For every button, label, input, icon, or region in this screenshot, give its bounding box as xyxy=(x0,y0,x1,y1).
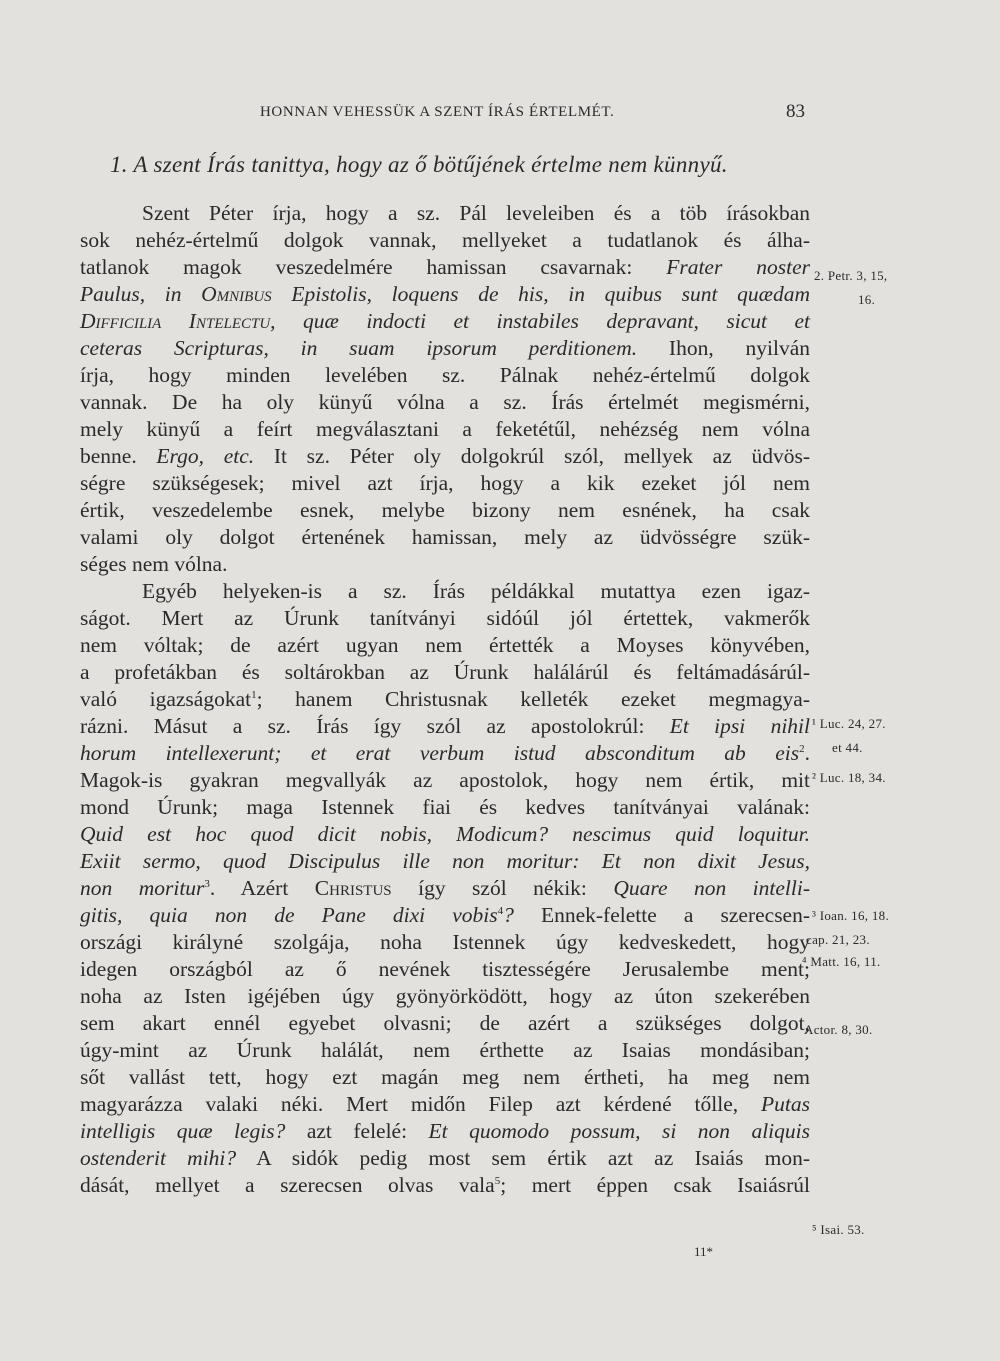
text-line: országi királyné szolgája, noha Istennek úgy kedveskedett, hogy xyxy=(80,930,810,954)
margin-note: ² Luc. 18, 34. xyxy=(812,770,886,785)
text-line: értik, veszedelembe esnek, melybe bizony nem esnének, ha csak xyxy=(80,498,810,522)
text-line: non moritur$^3$. Azért Christus így szól nékik: Quare non intelli- xyxy=(80,876,811,900)
margin-note: cap. 21, 23. xyxy=(806,932,870,947)
margin-note: ⁵ Isai. 53. xyxy=(812,1222,865,1237)
margin-note: ⁴ Matt. 16, 11. xyxy=(802,954,881,969)
text-line: sőt vallást tett, hogy ezt magán meg nem értheti, ha meg nem xyxy=(80,1065,810,1089)
text-line: dását, mellyet a szerecsen olvas vala$^5$; mert éppen csak Isaiásrúl xyxy=(80,1173,811,1197)
section-heading: 1. A szent Írás tanittya, hogy az ő bötűjének értelme nem künnyű. xyxy=(110,152,728,177)
text-line: intelligis quæ legis? azt felelé: Et quomodo possum, si non aliquis xyxy=(80,1119,810,1143)
margin-note: Actor. 8, 30. xyxy=(804,1022,873,1037)
text-line: nem vóltak; de azért ugyan nem értették a Moyses könyvében, xyxy=(80,633,810,657)
margin-note: 16. xyxy=(858,292,876,307)
text-line: idegen országból az ő nevének tisztességére Jerusalembe ment; xyxy=(80,957,810,981)
text-line: írja, hogy minden levelében sz. Pálnak nehéz-értelmű dolgok xyxy=(80,363,810,387)
text-line: sok nehéz-értelmű dolgok vannak, mellyeket a tudatlanok és álha- xyxy=(80,228,810,252)
margin-note: 2. Petr. 3, 15, xyxy=(814,268,888,283)
text-line: mond Úrunk; maga Istennek fiai és kedves tanítványai valának: xyxy=(80,795,810,819)
text-line: Egyéb helyeken-is a sz. Írás példákkal mutattya ezen igaz- xyxy=(142,579,810,603)
text-line: ségre szükségesek; mivel azt írja, hogy a kik ezeket jól nem xyxy=(80,471,810,495)
running-title: HONNAN VEHESSÜK A SZENT ÍRÁS ÉRTELMÉT. xyxy=(260,104,615,120)
signature-mark: 11* xyxy=(694,1244,714,1259)
text-line: Paulus, in Omnibus Epistolis, loquens de his, in quibus sunt quædam xyxy=(80,282,811,306)
text-line: gitis, quia non de Pane dixi vobis$^4$? Ennek-felette a szerecsen- xyxy=(80,903,811,927)
margin-note: et 44. xyxy=(832,740,863,755)
text-line: valami oly dolgot értenének hamissan, mely az üdvösségre szük- xyxy=(80,525,810,549)
text-line: rázni. Másut a sz. Írás így szól az apostolokrúl: Et ipsi nihil xyxy=(80,714,810,738)
text-line: ostenderit mihi? A sidók pedig most sem értik azt az Isaiás mon- xyxy=(80,1146,810,1170)
text-line: Szent Péter írja, hogy a sz. Pál leveleiben és a töb írásokban xyxy=(142,201,810,225)
text-line: ságot. Mert az Úrunk tanítványi sidóúl jól értettek, vakmerők xyxy=(80,606,810,630)
text-line: benne. Ergo, etc. It sz. Péter oly dolgokrúl szól, mellyek az üdvös- xyxy=(80,444,810,468)
text-line: úgy-mint az Úrunk halálát, nem érthette az Isaias mondásiban; xyxy=(80,1038,810,1062)
page-number: 83 xyxy=(786,101,805,122)
text-line: mely künyű a feírt megválasztani a feketétűl, nehézség nem vólna xyxy=(80,417,810,441)
text-line: Quid est hoc quod dicit nobis, Modicum? nescimus quid loquitur. xyxy=(80,822,810,846)
text-line: sem akart ennél egyebet olvasni; de azért a szükséges dolgot, xyxy=(80,1011,810,1035)
text-line: tatlanok magok veszedelmére hamissan csavarnak: Frater noster xyxy=(80,255,810,279)
text-line: Difficilia Intelectu, quæ indocti et instabiles depravant, sicut et xyxy=(80,309,810,333)
text-line: horum intellexerunt; et erat verbum istud absconditum ab eis$^2$. xyxy=(80,741,810,765)
margin-note: ³ Ioan. 16, 18. xyxy=(812,908,889,923)
margin-note: ¹ Luc. 24, 27. xyxy=(812,716,886,731)
text-line: vannak. De ha oly künyű vólna a sz. Írás értelmét megismérni, xyxy=(80,390,810,414)
text-line: a profetákban és soltárokban az Úrunk halálárúl és feltámadásárúl- xyxy=(80,660,810,684)
text-line: való igazságokat$^1$; hanem Christusnak kelleték ezeket megmagya- xyxy=(80,687,810,711)
text-line: noha az Isten igéjében úgy gyönyörködött, hogy az úton szekerében xyxy=(80,984,810,1008)
text-line: Magok-is gyakran megvallyák az apostolok, hogy nem értik, mit xyxy=(80,768,810,792)
text-line: magyarázza valaki néki. Mert midőn Filep azt kérdené tőlle, Putas xyxy=(80,1092,811,1116)
text-line: Exiit sermo, quod Discipulus ille non moritur: Et non dixit Jesus, xyxy=(80,849,811,873)
text-line: ceteras Scripturas, in suam ipsorum perditionem. Ihon, nyilván xyxy=(80,336,810,360)
text-line: séges nem vólna. xyxy=(80,552,228,576)
